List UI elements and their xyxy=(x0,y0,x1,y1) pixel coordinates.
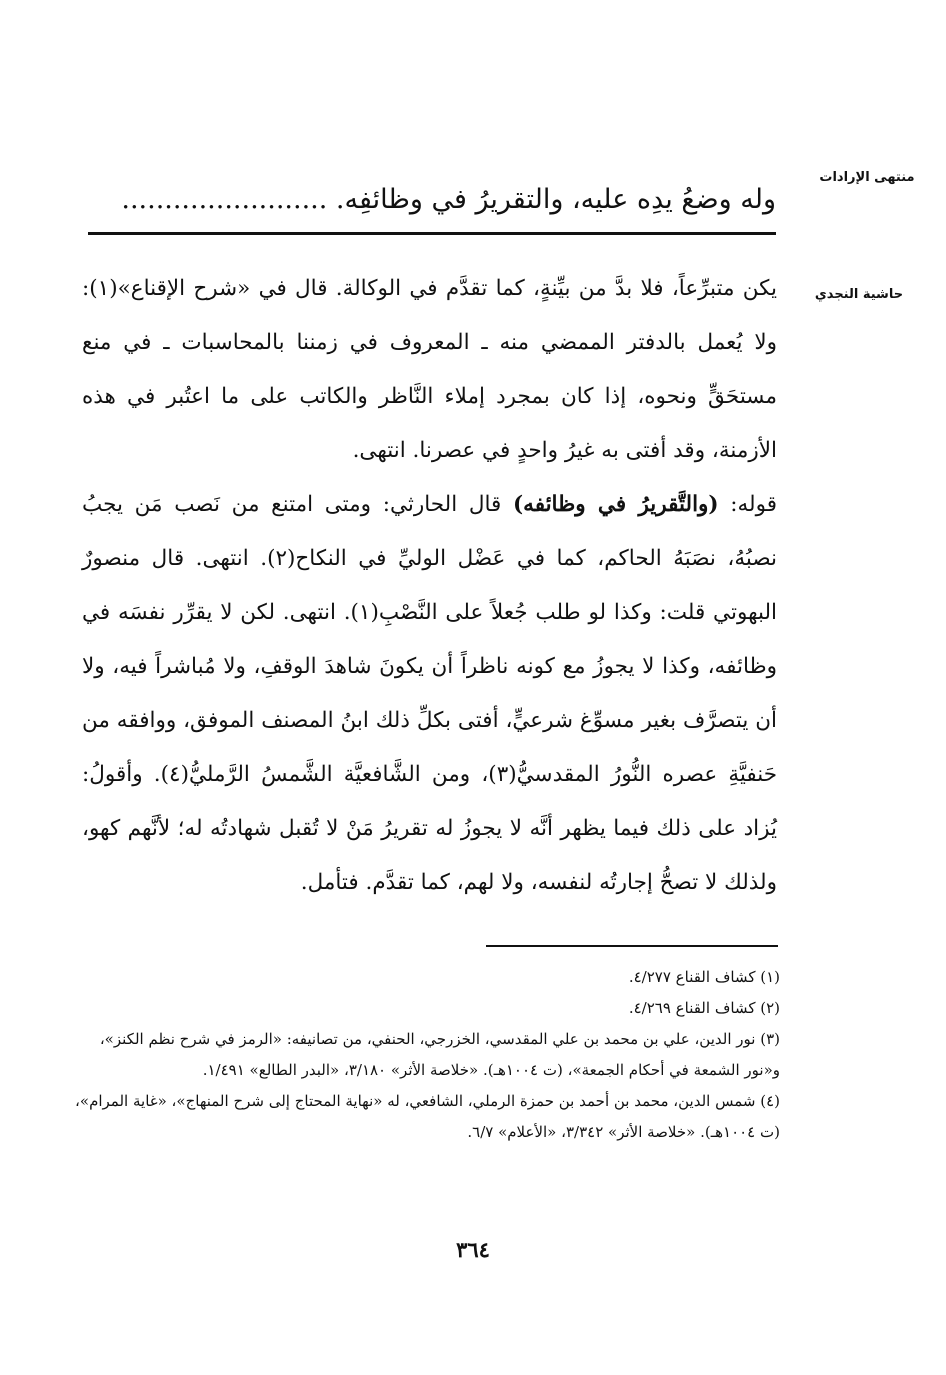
paragraph-2 xyxy=(82,478,777,910)
book-title-label: منتهى الإرادات xyxy=(819,170,915,185)
footnote-4: (٤) شمس الدين، محمد بن أحمد بن حمزة الرملي، الشافعي، له «نهاية المحتاج إلى شرح المنهاج»، «غاية المرام»، (ت ١٠٠٤هـ). «خلاصة الأثر» ٣/٣٤٢، «الأعلام» ٦/٧. xyxy=(75,1092,780,1141)
footnotes xyxy=(75,962,780,1148)
commentary-body xyxy=(82,262,777,910)
paragraph-2-lead: قوله: xyxy=(730,492,777,517)
footnote-divider xyxy=(486,945,778,947)
footnote-2: (٢) كشاف القناع ٤/٢٦٩. xyxy=(628,999,780,1017)
quoted-phrase: (والتَّقريرُ في وظائفه) xyxy=(513,492,719,517)
paragraph-1: يكن متبرِّعاً، فلا بدَّ من بيِّنةٍ، كما تقدَّم في الوكالة. قال في «شرح الإقناع»(١): ولا يُعمل بالدفتر الممضي منه ـ المعروف في زمننا بالمحاسبات ـ في منع مستحَقٍّ ونحوه، إذا كان بمجرد إملاء النَّاظر والكاتب على ما اعتُبر في هذه الأزمنة، وقد أفتى به غيرُ واحدٍ في عصرنا. انتهى. xyxy=(82,276,777,463)
paragraph-2-text: قال الحارثي: ومتى امتنع من نَصب مَن يجبُ نصبُهُ، نصَبَهُ الحاكم، كما في عَضْل الوليِّ في النكاح(٢). انتهى. قال منصورٌ البهوتي قلت: وكذا لو طلب جُعلاً على النَّصْبِ(١). انتهى. لكن لا يقرِّر نفسَه في وظائفه، وكذا لا يجوزُ مع كونه ناظراً أن يكونَ شاهدَ الوقفِ، ولا مُباشراً فيه، ولا أن يتصرَّف بغير مسوِّغ شرعيٍّ، أفتى بكلِّ ذلك ابنُ المصنف الموفق، ووافقه من حَنفيَّةِ عصره النُّورُ المقدسيُّ(٣)، ومن الشَّافعيَّة الشَّمسُ الرَّمليُّ(٤). وأقولُ: يُزاد على ذلك فيما يظهر أنَّه لا يجوزُ له تقريرُ مَنْ لا تُقبل شهادتُه له؛ لأنَّهم كهو، ولذلك لا تصحُّ إجارتُه لنفسه، ولا لهم، كما تقدَّم. فتأمل. xyxy=(82,492,777,895)
footnote-1: (١) كشاف القناع ٤/٢٧٧. xyxy=(628,968,780,986)
matn-line: وله وضعُ يدِه عليه، والتقريرُ في وظائفِه. ........................ xyxy=(121,184,776,215)
commentary-title-label: حاشية النجدي xyxy=(814,287,904,302)
header-divider xyxy=(88,232,776,235)
footnote-3: (٣) نور الدين، علي بن محمد بن علي المقدسي، الخزرجي، الحنفي، من تصانيفه: «الرمز في شرح نظم الكنز»، و«نور الشمعة في أحكام الجمعة»، (ت ١٠٠٤هـ). «خلاصة الأثر» ٣/١٨٠، «البدر الطالع» ١/٤٩١. xyxy=(99,1030,780,1079)
page-number: ٣٦٤ xyxy=(456,1237,490,1262)
